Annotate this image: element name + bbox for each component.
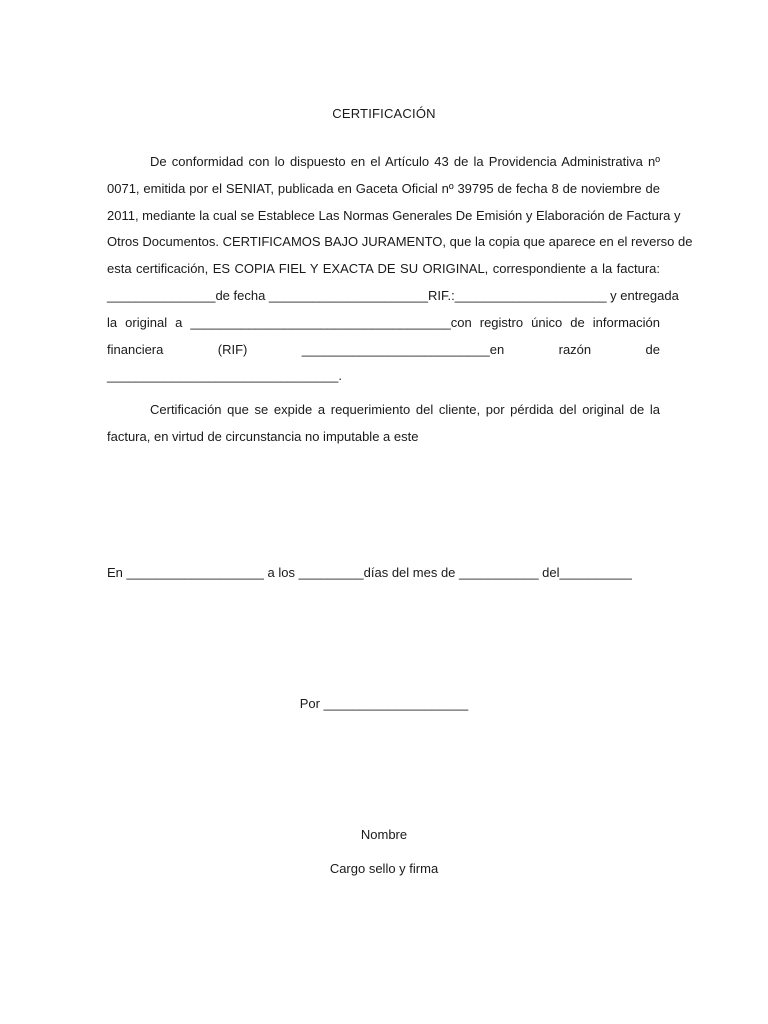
paragraph-line: ________________________________.	[107, 368, 342, 384]
paragraph-line-text: De conformidad con lo dispuesto en el Artículo 43 de la Providencia Administrativa nº	[150, 154, 660, 169]
signature-cargo: Cargo sello y firma	[329, 861, 439, 876]
paragraph-line: factura, en virtud de circunstancia no imputable a este	[107, 428, 419, 444]
date-line: En ___________________ a los _________días del mes de ___________ del__________	[107, 565, 632, 580]
word-razon: razón	[558, 341, 592, 357]
word-de: de	[645, 341, 660, 357]
paragraph-line: _______________de fecha ______________________RIF.:_____________________ y entregada	[107, 287, 679, 303]
paragraph-line: Otros Documentos. CERTIFICAMOS BAJO JURAMENTO, que la copia que aparece en el reverso de	[107, 234, 693, 250]
paragraph-line	[107, 149, 660, 176]
paragraph-line: 2011, mediante la cual se Establece Las Normas Generales De Emisión y Elaboración de Factura y	[107, 207, 681, 223]
paragraph-line: 0071, emitida por el SENIAT, publicada en Gaceta Oficial nº 39795 de fecha 8 de noviembre de	[107, 180, 660, 196]
paragraph-line	[107, 397, 660, 424]
word-rif: (RIF)	[217, 341, 248, 357]
word-financiera: financiera	[107, 341, 164, 357]
document-title: CERTIFICACIÓN	[332, 106, 436, 121]
signature-name: Nombre	[360, 827, 408, 842]
paragraph-line-text: Certificación que se expide a requerimiento del cliente, por pérdida del original de la	[150, 402, 660, 417]
certification-paragraph	[107, 149, 693, 390]
rif-blank: __________________________en	[301, 341, 505, 357]
paragraph-line: esta certificación, ES COPIA FIEL Y EXACTA DE SU ORIGINAL, correspondiente a la factura:	[107, 261, 660, 277]
paragraph-line	[107, 337, 660, 364]
request-paragraph	[107, 397, 660, 451]
paragraph-line: la original a ____________________________________con registro único de información	[107, 314, 660, 330]
por-line: Por ____________________	[299, 696, 469, 711]
